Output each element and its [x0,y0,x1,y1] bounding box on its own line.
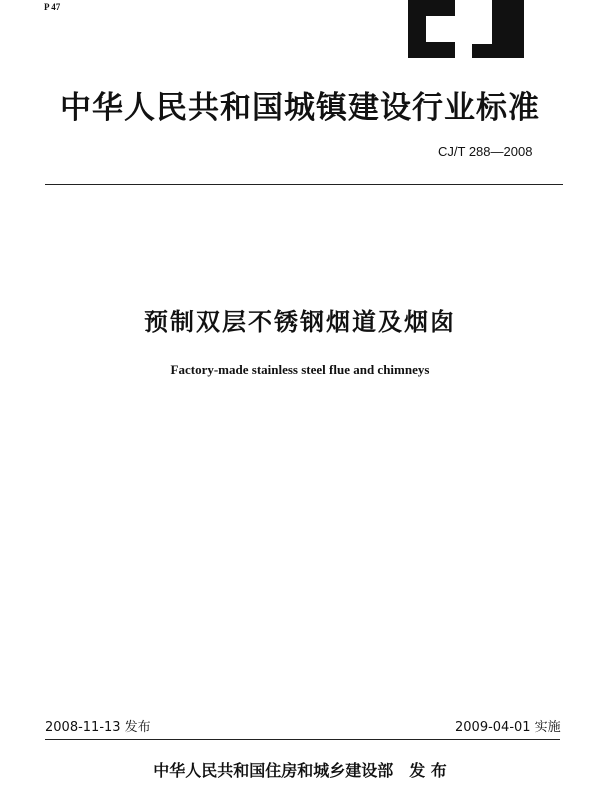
document-title-en: Factory-made stainless steel flue and chimneys [170,362,430,377]
header-divider [45,184,563,185]
classification-code: P 47 [44,2,61,12]
footer-divider [45,739,560,740]
implementation-date: 2009-04-01 实施 [455,720,561,735]
standard-series-title: 中华人民共和国城镇建设行业标准 [60,90,540,126]
standard-code: CJ/T 288—2008 [438,144,533,159]
publisher: 中华人民共和国住房和城乡建设部 发 布 [153,761,447,780]
cj-logo [400,0,530,58]
issue-date: 2008-11-13 发布 [45,720,151,735]
document-title-cn: 预制双层不锈钢烟道及烟囱 [144,308,456,336]
